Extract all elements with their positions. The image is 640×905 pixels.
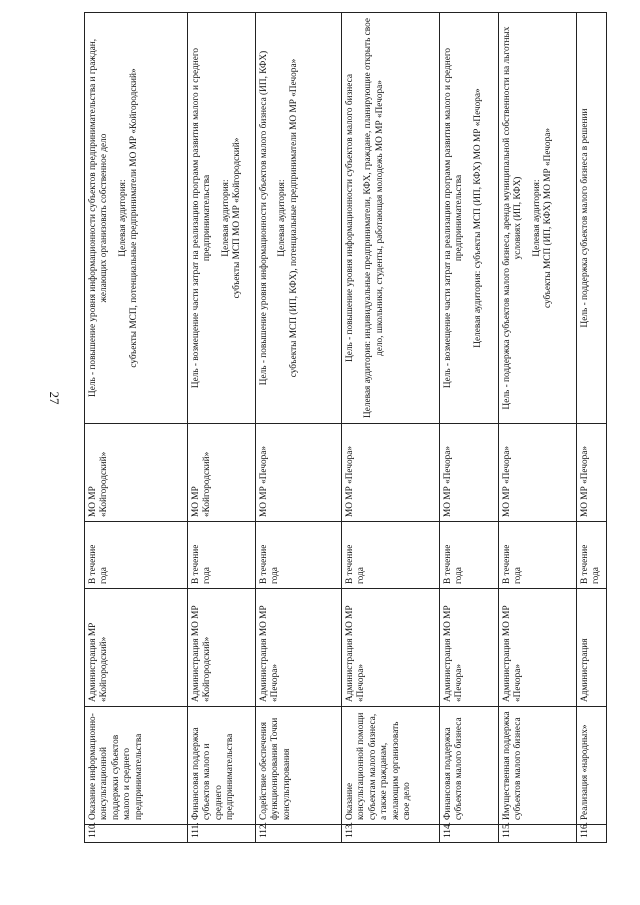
executor: Администрация МО МР «Койгородский»: [188, 589, 256, 707]
event-name: Финансовая поддержка субъектов малого и среднего предпринимательства: [188, 707, 256, 825]
audience-label: Целевая аудитория:: [117, 179, 128, 257]
goal-text: Цель - повышение уровня информационности субъектов малого бизнеса: [345, 74, 355, 362]
description: [256, 13, 342, 424]
executor: Администрация МР «Койгородский»: [85, 589, 188, 707]
table-row: [342, 13, 440, 843]
event-name: Финансовая поддержка субъектов малого бизнеса: [440, 707, 499, 825]
description: [85, 13, 188, 424]
executor: Администрация МО МР «Печора»: [342, 589, 440, 707]
place: МО МР «Койгородский»: [188, 424, 256, 522]
goal-text: Цель - повышение уровня информационности субъектов малого бизнеса (ИП, КФХ): [259, 50, 269, 386]
description: [577, 13, 607, 424]
table-row: [256, 13, 342, 843]
table-row: [499, 13, 577, 843]
row-number: 116.: [577, 825, 607, 843]
description: [342, 13, 440, 424]
term: В течение года: [440, 522, 499, 589]
place: МО МР «Печора»: [577, 424, 607, 522]
goal-text: Цель - поддержка субъектов малого бизнеса, аренда муниципальной собственности на льготных условиях (ИП, КФХ): [502, 26, 524, 410]
event-name: Реализация «народных»: [577, 707, 607, 825]
events-table: [84, 12, 607, 843]
executor: Администрация МО МР «Печора»: [256, 589, 342, 707]
description: [499, 13, 577, 424]
place: МО МР «Печора»: [256, 424, 342, 522]
event-name: Оказание консультационной помощи субъектам малого бизнеса, а также гражданам, желающим организовать свое дело: [342, 707, 440, 825]
term: В течение года: [256, 522, 342, 589]
goal-text: Цель - возмещение части затрат на реализацию программ развития малого и среднего предпринимательства: [191, 47, 213, 389]
event-name: Имущественная поддержка субъектов малого бизнеса: [499, 707, 577, 825]
place: МО МР «Койгородский»: [85, 424, 188, 522]
event-name: Содействие обеспечения функционирования Точки консультирования: [256, 707, 342, 825]
table-row: [188, 13, 256, 843]
executor: Администрация МО МР «Печора»: [440, 589, 499, 707]
table-row: [440, 13, 499, 843]
term: В течение года: [342, 522, 440, 589]
event-name: Оказание информационно-консультационной поддержки субъектов малого и среднего предпринимательства: [85, 707, 188, 825]
description: [188, 13, 256, 424]
term: В течение года: [85, 522, 188, 589]
row-number: 115.: [499, 825, 577, 843]
audience-text: субъекты МСП, потенциальные предприниматели МО МР «Койгородский»: [129, 68, 140, 368]
rotated-table-wrapper: [84, 13, 602, 843]
term: В течение года: [499, 522, 577, 589]
row-number: 113.: [342, 825, 440, 843]
term: В течение года: [577, 522, 607, 589]
audience-text: субъекты МСП (ИП, КФХ) МО МР «Печора»: [543, 128, 554, 309]
place: МО МР «Печора»: [342, 424, 440, 522]
description: [440, 13, 499, 424]
audience-label: Целевая аудитория:: [277, 179, 288, 257]
audience-label: Целевая аудитория:: [531, 179, 542, 257]
place: МО МР «Печора»: [499, 424, 577, 522]
audience-text: субъекты МСП МО МР «Койгородский»: [232, 137, 243, 299]
row-number: 111.: [188, 825, 256, 843]
audience-text: Целевая аудитория: субъекты МСП (ИП, КФХ) МО МР «Печора»: [472, 88, 483, 348]
page-number: 27: [47, 391, 62, 405]
term: В течение года: [188, 522, 256, 589]
audience-label: Целевая аудитория:: [220, 179, 231, 257]
goal-text: Цель - возмещение части затрат на реализацию программ развития малого и среднего предпринимательства: [443, 47, 465, 389]
audience-text: Целевая аудитория: индивидуальные предприниматели, КФХ, граждане, планирующие открыть свое дело, школьники, студенты, работающая молодежь МО МР «Печора»: [363, 18, 385, 419]
place: МО МР «Печора»: [440, 424, 499, 522]
table-row: [577, 13, 607, 843]
row-number: 112.: [256, 825, 342, 843]
goal-text: Цель - поддержка субъектов малого бизнеса в решении: [580, 108, 590, 328]
table-body: [85, 13, 607, 843]
goal-text: Цель - повышение уровня информационности субъектов предпринимательства и граждан, желающих организовать собственное дело: [88, 38, 110, 398]
row-number: 114.: [440, 825, 499, 843]
executor: Администрация: [577, 589, 607, 707]
executor: Администрация МО МР «Печора»: [499, 589, 577, 707]
row-number: 110.: [85, 825, 188, 843]
audience-text: субъекты МСП (ИП, КФХ), потенциальные предприниматели МО МР «Печора»: [288, 58, 299, 378]
table-row: [85, 13, 188, 843]
